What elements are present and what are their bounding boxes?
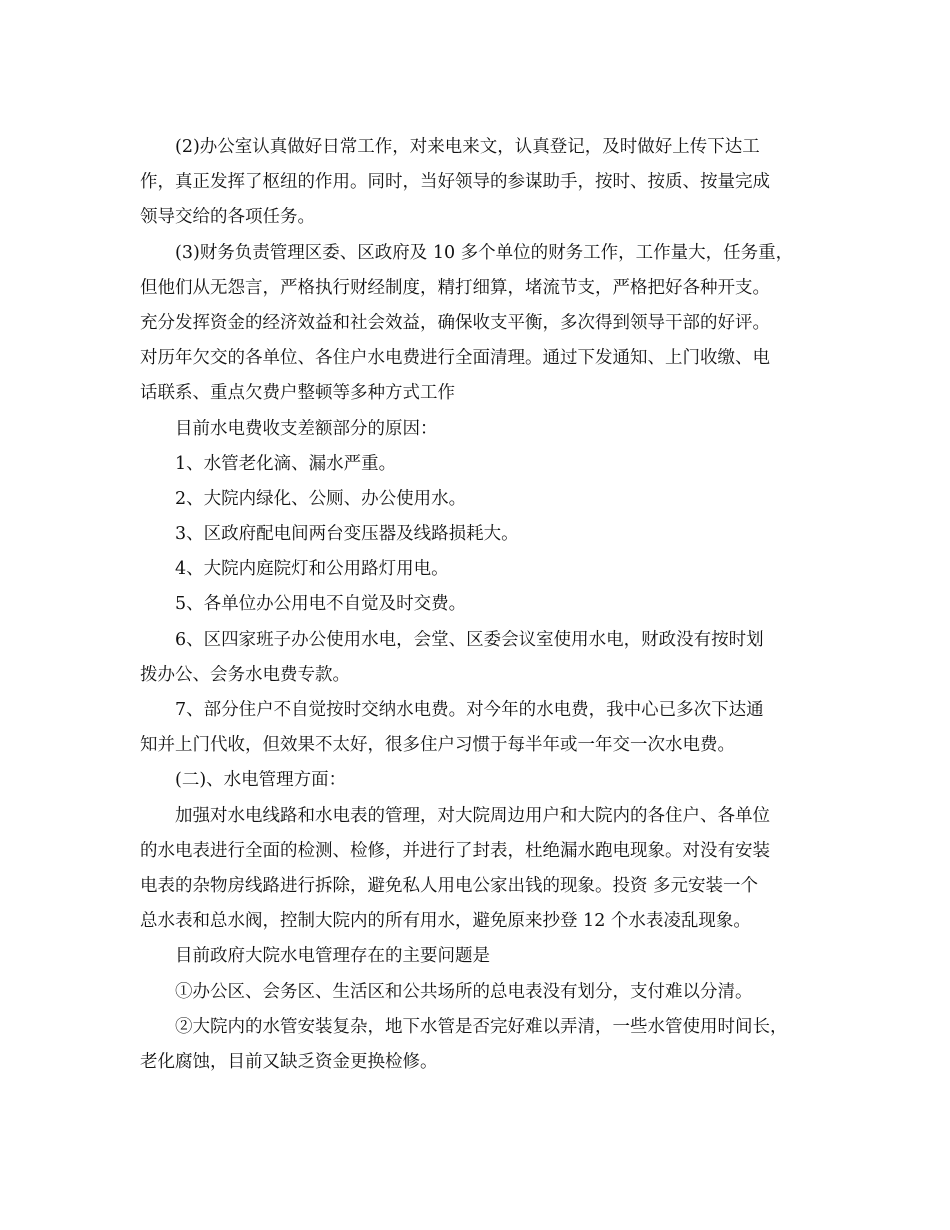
text-line: (3)财务负责管理区委、区政府及 10 多个单位的财务工作，工作量大，任务重， — [175, 242, 794, 263]
text-line: 老化腐蚀，目前又缺乏资金更换检修。 — [140, 1051, 438, 1072]
text-line: (二)、水电管理方面： — [175, 770, 347, 791]
paragraph — [140, 939, 840, 974]
paragraph — [140, 623, 840, 693]
text-line: 加强对水电线路和水电表的管理，对大院周边用户和大院内的各住户、各单位 — [175, 805, 770, 826]
paragraph — [140, 130, 840, 236]
paragraph — [140, 447, 840, 482]
text-line: 目前水电费收支差额部分的原因： — [175, 418, 438, 439]
text-line: 作，真正发挥了枢纽的作用。同时，当好领导的参谋助手，按时、按质、按量完成 — [140, 172, 770, 193]
text-line: 6、区四家班子办公使用水电，会堂、区委会议室使用水电，财政没有按时划 — [175, 629, 764, 650]
document-body — [140, 130, 840, 1080]
paragraph — [140, 517, 840, 552]
text-line: 拨办公、会务水电费专款。 — [140, 664, 350, 685]
text-line: 3、区政府配电间两台变压器及线路损耗大。 — [175, 524, 519, 545]
text-line: 的水电表进行全面的检测、检修，并进行了封表，杜绝漏水跑电现象。对没有安装 — [140, 840, 770, 861]
text-line: 领导交给的各项任务。 — [140, 207, 315, 228]
paragraph — [140, 552, 840, 587]
text-line: 但他们从无怨言，严格执行财经制度，精打细算，堵流节支，严格把好各种开支。 — [140, 277, 770, 298]
paragraph — [140, 236, 840, 412]
text-line: ②大院内的水管安装复杂，地下水管是否完好难以弄清，一些水管使用时间长， — [175, 1016, 788, 1037]
text-line: 知并上门代收，但效果不太好，很多住户习惯于每半年或一年交一次水电费。 — [140, 735, 735, 756]
paragraph — [140, 1010, 840, 1080]
text-line: 4、大院内庭院灯和公用路灯用电。 — [175, 559, 449, 580]
text-line: 话联系、重点欠费户整顿等多种方式工作 — [140, 383, 455, 404]
paragraph — [140, 412, 840, 447]
text-line: 1、水管老化滴、漏水严重。 — [175, 453, 397, 474]
text-line: 5、各单位办公用电不自觉及时交费。 — [175, 594, 467, 615]
paragraph — [140, 799, 840, 940]
text-line: (2)办公室认真做好日常工作，对来电来文，认真登记，及时做好上传下达工 — [175, 137, 760, 157]
text-line: 目前政府大院水电管理存在的主要问题是 — [175, 946, 490, 967]
text-line: 充分发挥资金的经济效益和社会效益，确保收支平衡，多次得到领导干部的好评。 — [140, 312, 770, 333]
text-line: 对历年欠交的各单位、各住户水电费进行全面清理。通过下发通知、上门收缴、电 — [140, 348, 770, 369]
text-line: 2、大院内绿化、公厕、办公使用水。 — [175, 488, 467, 509]
text-line: 总水表和总水阀，控制大院内的所有用水，避免原来抄登 12 个水表凌乱现象。 — [140, 911, 751, 932]
text-line: 电表的杂物房线路进行拆除，避免私人用电公家出钱的现象。投资 多元安装一个 — [140, 875, 759, 896]
text-line: ①办公区、会务区、生活区和公共场所的总电表没有划分，支付难以分清。 — [175, 981, 753, 1002]
paragraph — [140, 975, 840, 1010]
paragraph — [140, 587, 840, 622]
text-line: 7、部分住户不自觉按时交纳水电费。对今年的水电费，我中心已多次下达通 — [175, 700, 764, 720]
paragraph — [140, 482, 840, 517]
paragraph — [140, 693, 840, 763]
paragraph — [140, 763, 840, 798]
